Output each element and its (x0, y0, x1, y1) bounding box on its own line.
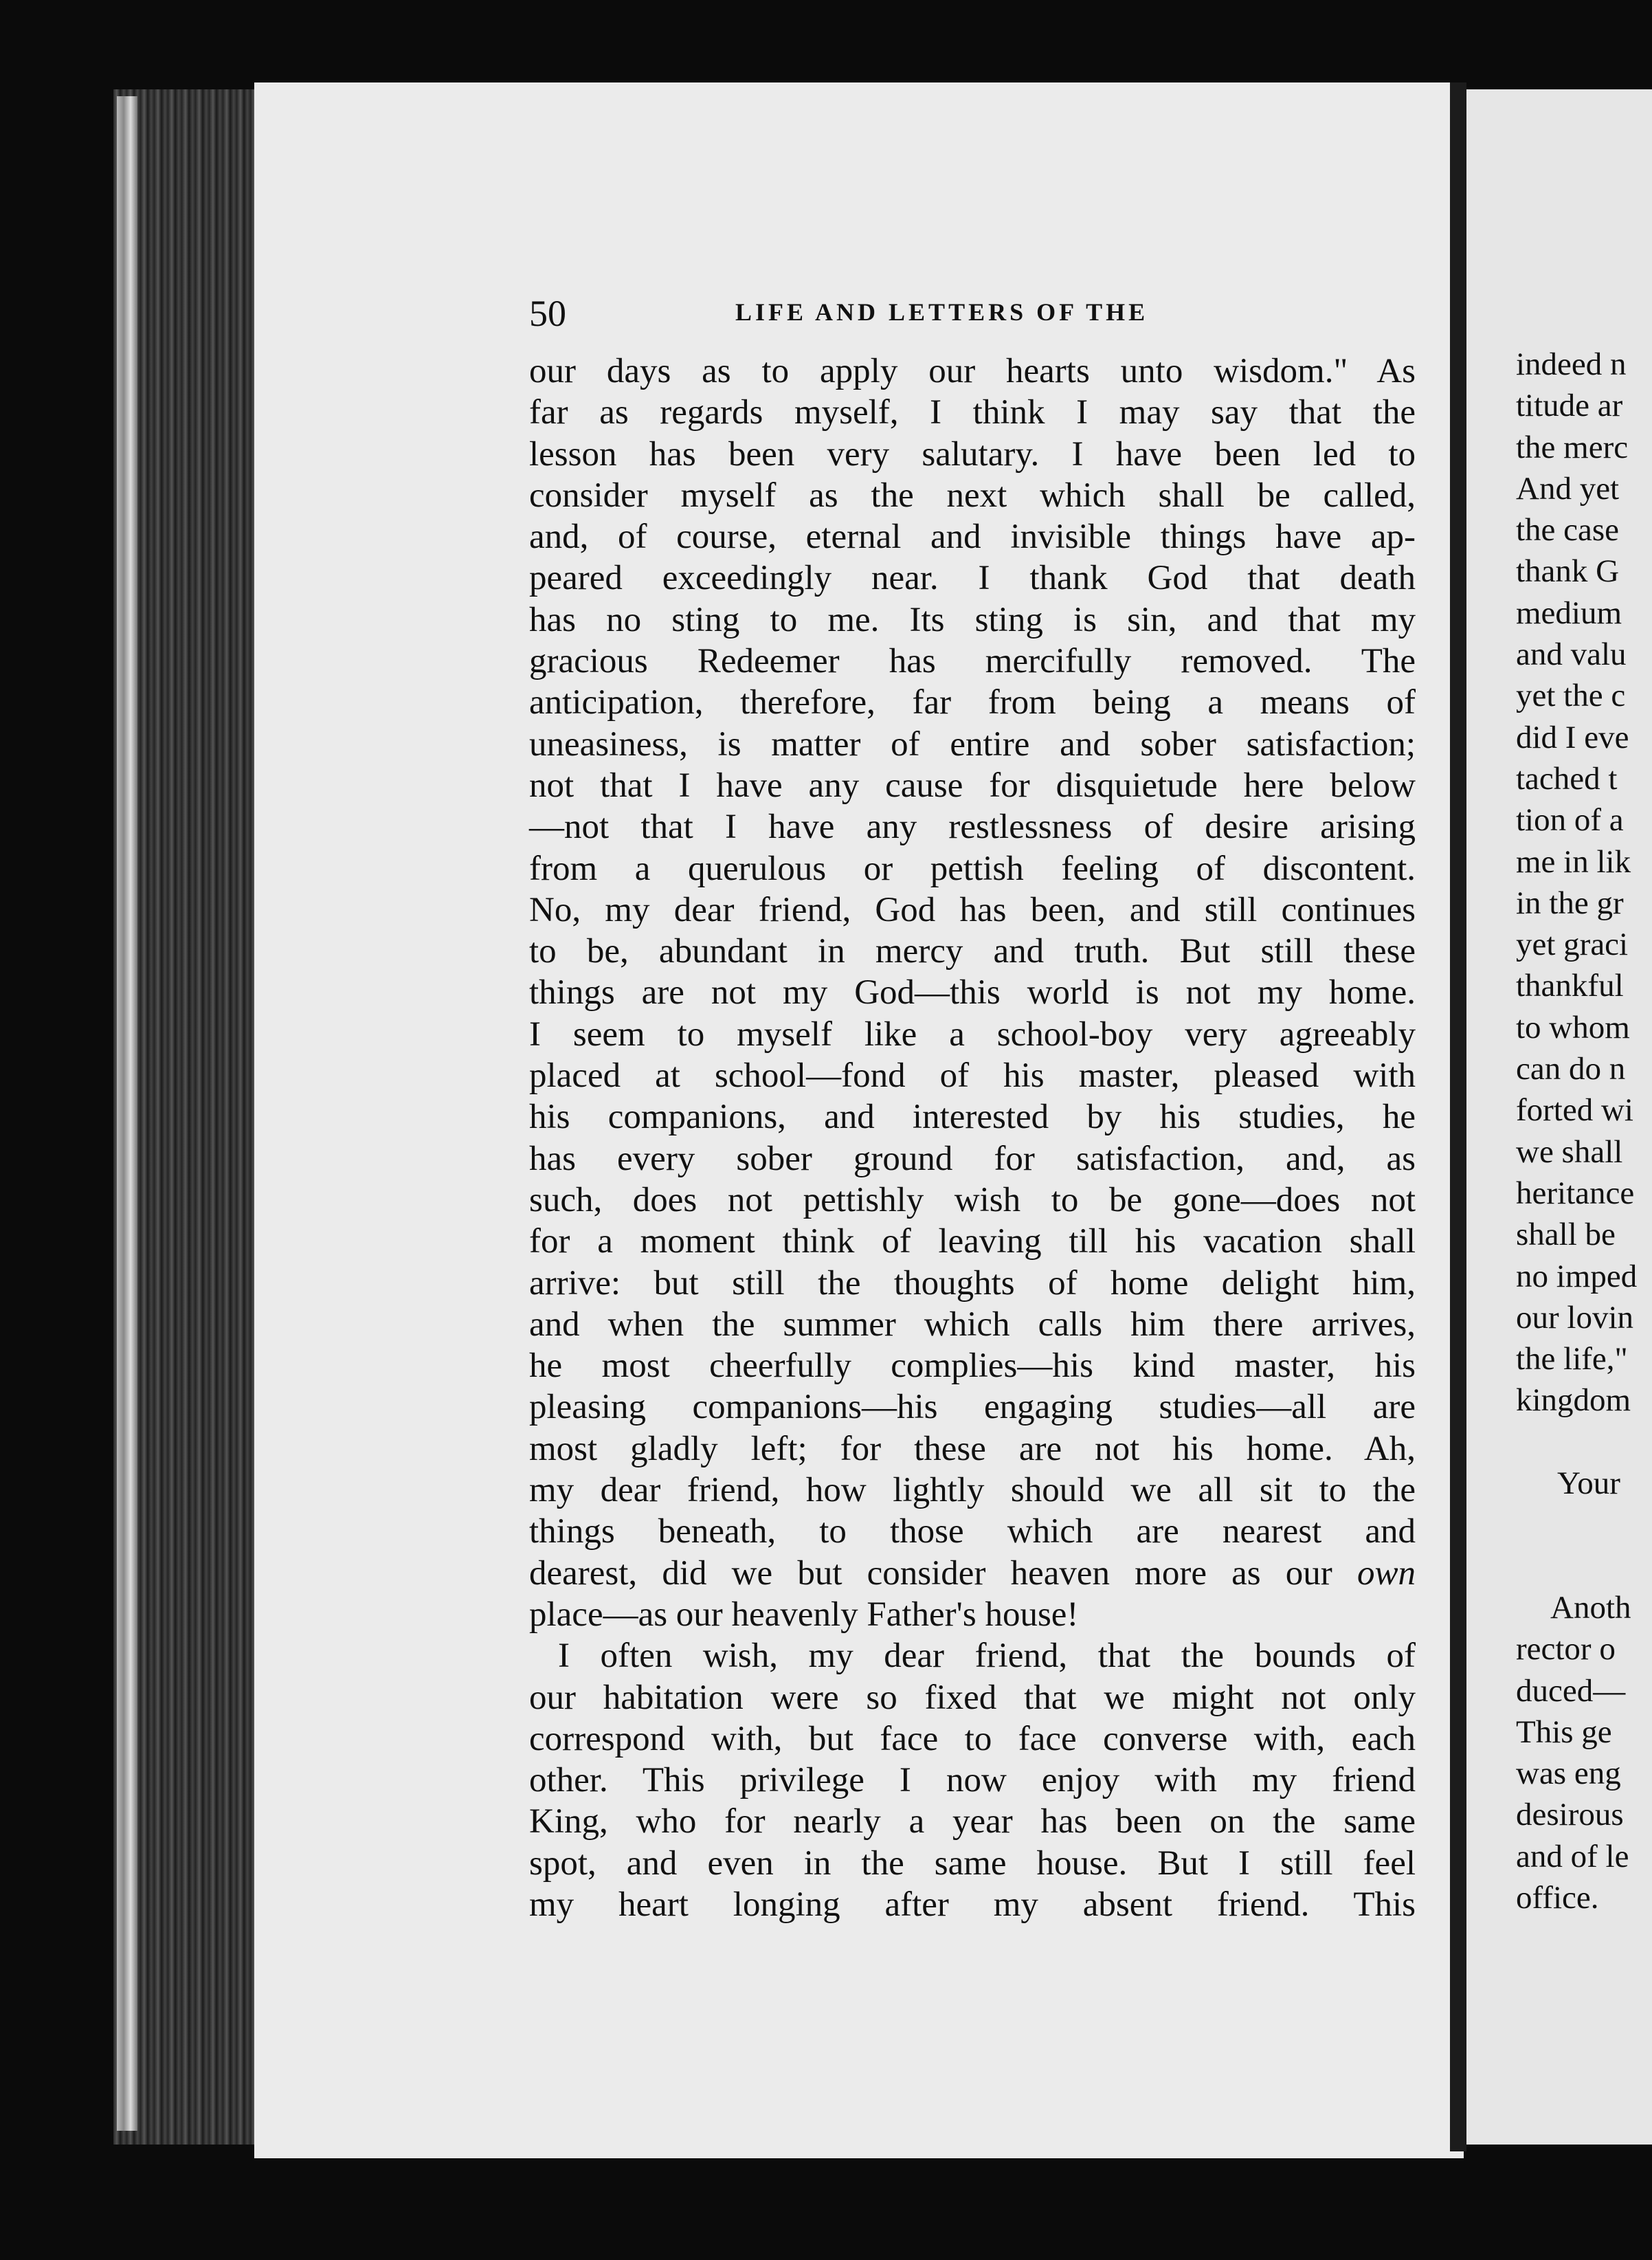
right-page-text (1516, 344, 1652, 1918)
text-line: arrive: but still the thoughts of home delight him, (529, 1263, 1416, 1303)
text-line: and when the summer which calls him there arrives, (529, 1305, 1416, 1344)
right-text-line: did I eve (1516, 719, 1629, 755)
text-line: place—as our heavenly Father's house! (529, 1595, 1079, 1634)
right-text-line: no imped (1516, 1258, 1638, 1294)
text-line: consider myself as the next which shall be called, (529, 476, 1416, 515)
book-gutter (1450, 82, 1466, 2151)
right-text-line: yet the c (1516, 678, 1626, 714)
right-text-line: duced— (1516, 1672, 1626, 1709)
text-line: has every sober ground for satisfaction, and, as (529, 1139, 1416, 1178)
text-line: placed at school—fond of his master, pleased with (529, 1056, 1416, 1096)
text-line: gracious Redeemer has mercifully removed. The (529, 642, 1416, 681)
text-line: far as regards myself, I think I may say that the (529, 393, 1416, 432)
text-line: most gladly left; for these are not his home. Ah, (529, 1429, 1416, 1468)
right-text-line: can do n (1516, 1051, 1626, 1087)
right-text-line: tion of a (1516, 802, 1624, 839)
right-text-line: yet graci (1516, 927, 1629, 963)
page-edges (117, 96, 137, 2131)
text-line: pleasing companions—his engaging studies—all are (529, 1388, 1416, 1427)
text-line: for a moment think of leaving till his vacation shall (529, 1222, 1416, 1261)
text-line: peared exceedingly near. I thank God that death (529, 559, 1416, 598)
text-line: he most cheerfully complies—his kind master, his (529, 1347, 1416, 1386)
text-line: our days as to apply our hearts unto wisdom." As (529, 352, 1416, 390)
right-text-line (1516, 1421, 1652, 1463)
body-text (529, 351, 1416, 1925)
text-line: things are not my God—this world is not my home. (529, 973, 1416, 1012)
right-text-line: office. (1516, 1879, 1599, 1916)
right-text-line: was eng (1516, 1755, 1621, 1792)
right-text-line: and of le (1516, 1838, 1629, 1874)
text-line: No, my dear friend, God has been, and still continues (529, 890, 1416, 929)
right-text-line: thank G (1516, 553, 1620, 590)
right-text-line: tached t (1516, 760, 1618, 797)
right-text-line: rector o (1516, 1631, 1616, 1668)
right-text-line: to whom (1516, 1009, 1630, 1045)
running-head: LIFE AND LETTERS OF THE (735, 298, 1149, 326)
right-text-line: me in lik (1516, 843, 1631, 880)
text-line: to be, abundant in mercy and truth. But still these (529, 932, 1416, 971)
text-line: from a querulous or pettish feeling of discontent. (529, 849, 1416, 888)
page-number: 50 (529, 293, 566, 334)
book-fore-edge (113, 89, 278, 2145)
text-line: King, who for nearly a year has been on the same (529, 1802, 1416, 1841)
right-text-line: in the gr (1516, 885, 1624, 921)
text-line: dearest, did we but consider heaven more as our own (529, 1553, 1416, 1593)
text-line: I seem to myself like a school-boy very agreeably (529, 1015, 1416, 1054)
right-text-line: thankful (1516, 968, 1624, 1004)
right-text-line: forted wi (1516, 1092, 1633, 1129)
right-text-line: medium (1516, 595, 1622, 631)
right-text-line: desirous (1516, 1797, 1624, 1833)
text-line: things beneath, to those which are nearest and (529, 1512, 1416, 1551)
right-text-line: This ge (1516, 1714, 1612, 1750)
text-line: anticipation, therefore, far from being a means of (529, 683, 1416, 722)
right-text-line: the life," (1516, 1341, 1628, 1377)
right-text-line: and valu (1516, 636, 1627, 673)
text-line: —not that I have any restlessness of desire arising (529, 808, 1416, 847)
text-line: not that I have any cause for disquietude here below (529, 766, 1416, 805)
right-text-line: we shall (1516, 1133, 1623, 1170)
right-text-line: Anoth (1550, 1589, 1631, 1626)
right-text-line (1516, 1504, 1652, 1545)
right-text-line: Your (1557, 1465, 1620, 1502)
text-line: spot, and even in the same house. But I still feel (529, 1843, 1416, 1883)
right-text-line: the case (1516, 512, 1620, 549)
right-text-line: indeed n (1516, 346, 1627, 382)
text-line: and, of course, eternal and invisible things have ap- (529, 518, 1416, 557)
right-text-line: heritance (1516, 1175, 1635, 1211)
text-line: lesson has been very salutary. I have been led to (529, 434, 1416, 474)
text-line: my heart longing after my absent friend. This (529, 1885, 1416, 1924)
right-page (1466, 89, 1652, 2145)
right-text-line (1516, 1546, 1652, 1587)
right-text-line: kingdom (1516, 1382, 1631, 1419)
right-text-line: the merc (1516, 429, 1629, 465)
text-line: uneasiness, is matter of entire and sober satisfaction; (529, 724, 1416, 764)
text-line: has no sting to me. Its sting is sin, and that my (529, 600, 1416, 639)
right-text-line: shall be (1516, 1217, 1616, 1253)
page-header (529, 292, 1409, 333)
text-line: correspond with, but face to face converse with, each (529, 1719, 1416, 1758)
text-line: our habitation were so fixed that we might not only (529, 1678, 1416, 1717)
text-line: my dear friend, how lightly should we all sit to the (529, 1471, 1416, 1510)
text-line: his companions, and interested by his studies, he (529, 1098, 1416, 1137)
text-line: I often wish, my dear friend, that the bounds of (558, 1637, 1416, 1676)
right-text-line: titude ar (1516, 388, 1623, 424)
right-text-line: our lovin (1516, 1299, 1634, 1336)
right-text-line: And yet (1516, 470, 1620, 507)
text-line: other. This privilege I now enjoy with my friend (529, 1761, 1416, 1800)
text-line: such, does not pettishly wish to be gone—does not (529, 1180, 1416, 1219)
